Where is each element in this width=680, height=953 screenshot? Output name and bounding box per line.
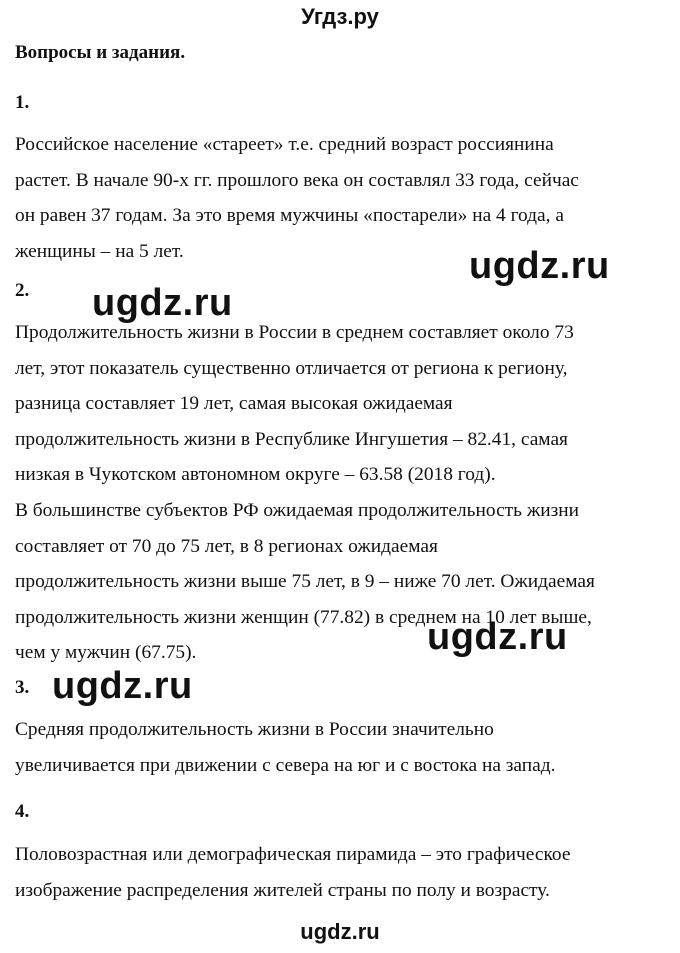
- text-line: Продолжительность жизни в России в среднем составляет около 73: [15, 322, 574, 343]
- text-line: чем у мужчин (67.75).: [15, 642, 197, 663]
- watermark: ugdz.ru: [427, 616, 568, 658]
- text-line: Российское население «стареет» т.е. средний возраст россиянина: [15, 134, 554, 155]
- text-line: разница составляет 19 лет, самая высокая ожидаемая: [15, 393, 453, 414]
- question-number-2: 2.: [15, 280, 30, 301]
- question-number-3: 3.: [15, 677, 30, 698]
- text-line: лет, этот показатель существенно отличается от региона к региону,: [15, 357, 568, 379]
- watermark: ugdz.ru: [92, 282, 233, 324]
- text-line: В большинстве субъектов РФ ожидаемая продолжительность жизни: [15, 500, 580, 521]
- text-line: Средняя продолжительность жизни в России значительно: [15, 719, 494, 740]
- text-line: изображение распределения жителей страны по полу и возрасту.: [15, 879, 550, 901]
- text-line: женщины – на 5 лет.: [15, 240, 184, 262]
- text-line: увеличивается при движении с севера на юг и с востока на запад.: [15, 754, 556, 776]
- watermark: ugdz.ru: [469, 245, 610, 287]
- text-line: продолжительность жизни женщин (77.82) в среднем на 10 лет выше,: [15, 606, 592, 628]
- question-3-paragraph-1: [15, 712, 675, 783]
- watermark: ugdz.ru: [52, 665, 193, 707]
- text-line: низкая в Чукотском автономном округе – 63.58 (2018 год).: [15, 464, 496, 485]
- text-line: Половозрастная или демографическая пирамида – это графическое: [15, 844, 571, 865]
- text-line: продолжительность жизни в Республике Ингушетия – 82.41, самая: [15, 428, 568, 450]
- question-2-paragraph-1: [15, 315, 675, 493]
- text-line: составляет от 70 до 75 лет, в 8 регионах ожидаемая: [15, 535, 438, 557]
- question-2-paragraph-2: [15, 493, 675, 671]
- section-heading: Вопросы и задания.: [15, 42, 186, 63]
- page-header-title: Угдз.ру: [301, 4, 379, 29]
- text-line: продолжительность жизни выше 75 лет, в 9 – ниже 70 лет. Ожидаемая: [15, 571, 595, 592]
- question-4-paragraph-1: [15, 837, 675, 908]
- question-number-4: 4.: [15, 801, 30, 822]
- text-line: растет. В начале 90-х гг. прошлого века он составлял 33 года, сейчас: [15, 169, 579, 191]
- footer-watermark: ugdz.ru: [300, 919, 380, 944]
- question-number-1: 1.: [15, 92, 30, 113]
- text-line: он равен 37 годам. За это время мужчины «постарели» на 4 года, а: [15, 205, 564, 226]
